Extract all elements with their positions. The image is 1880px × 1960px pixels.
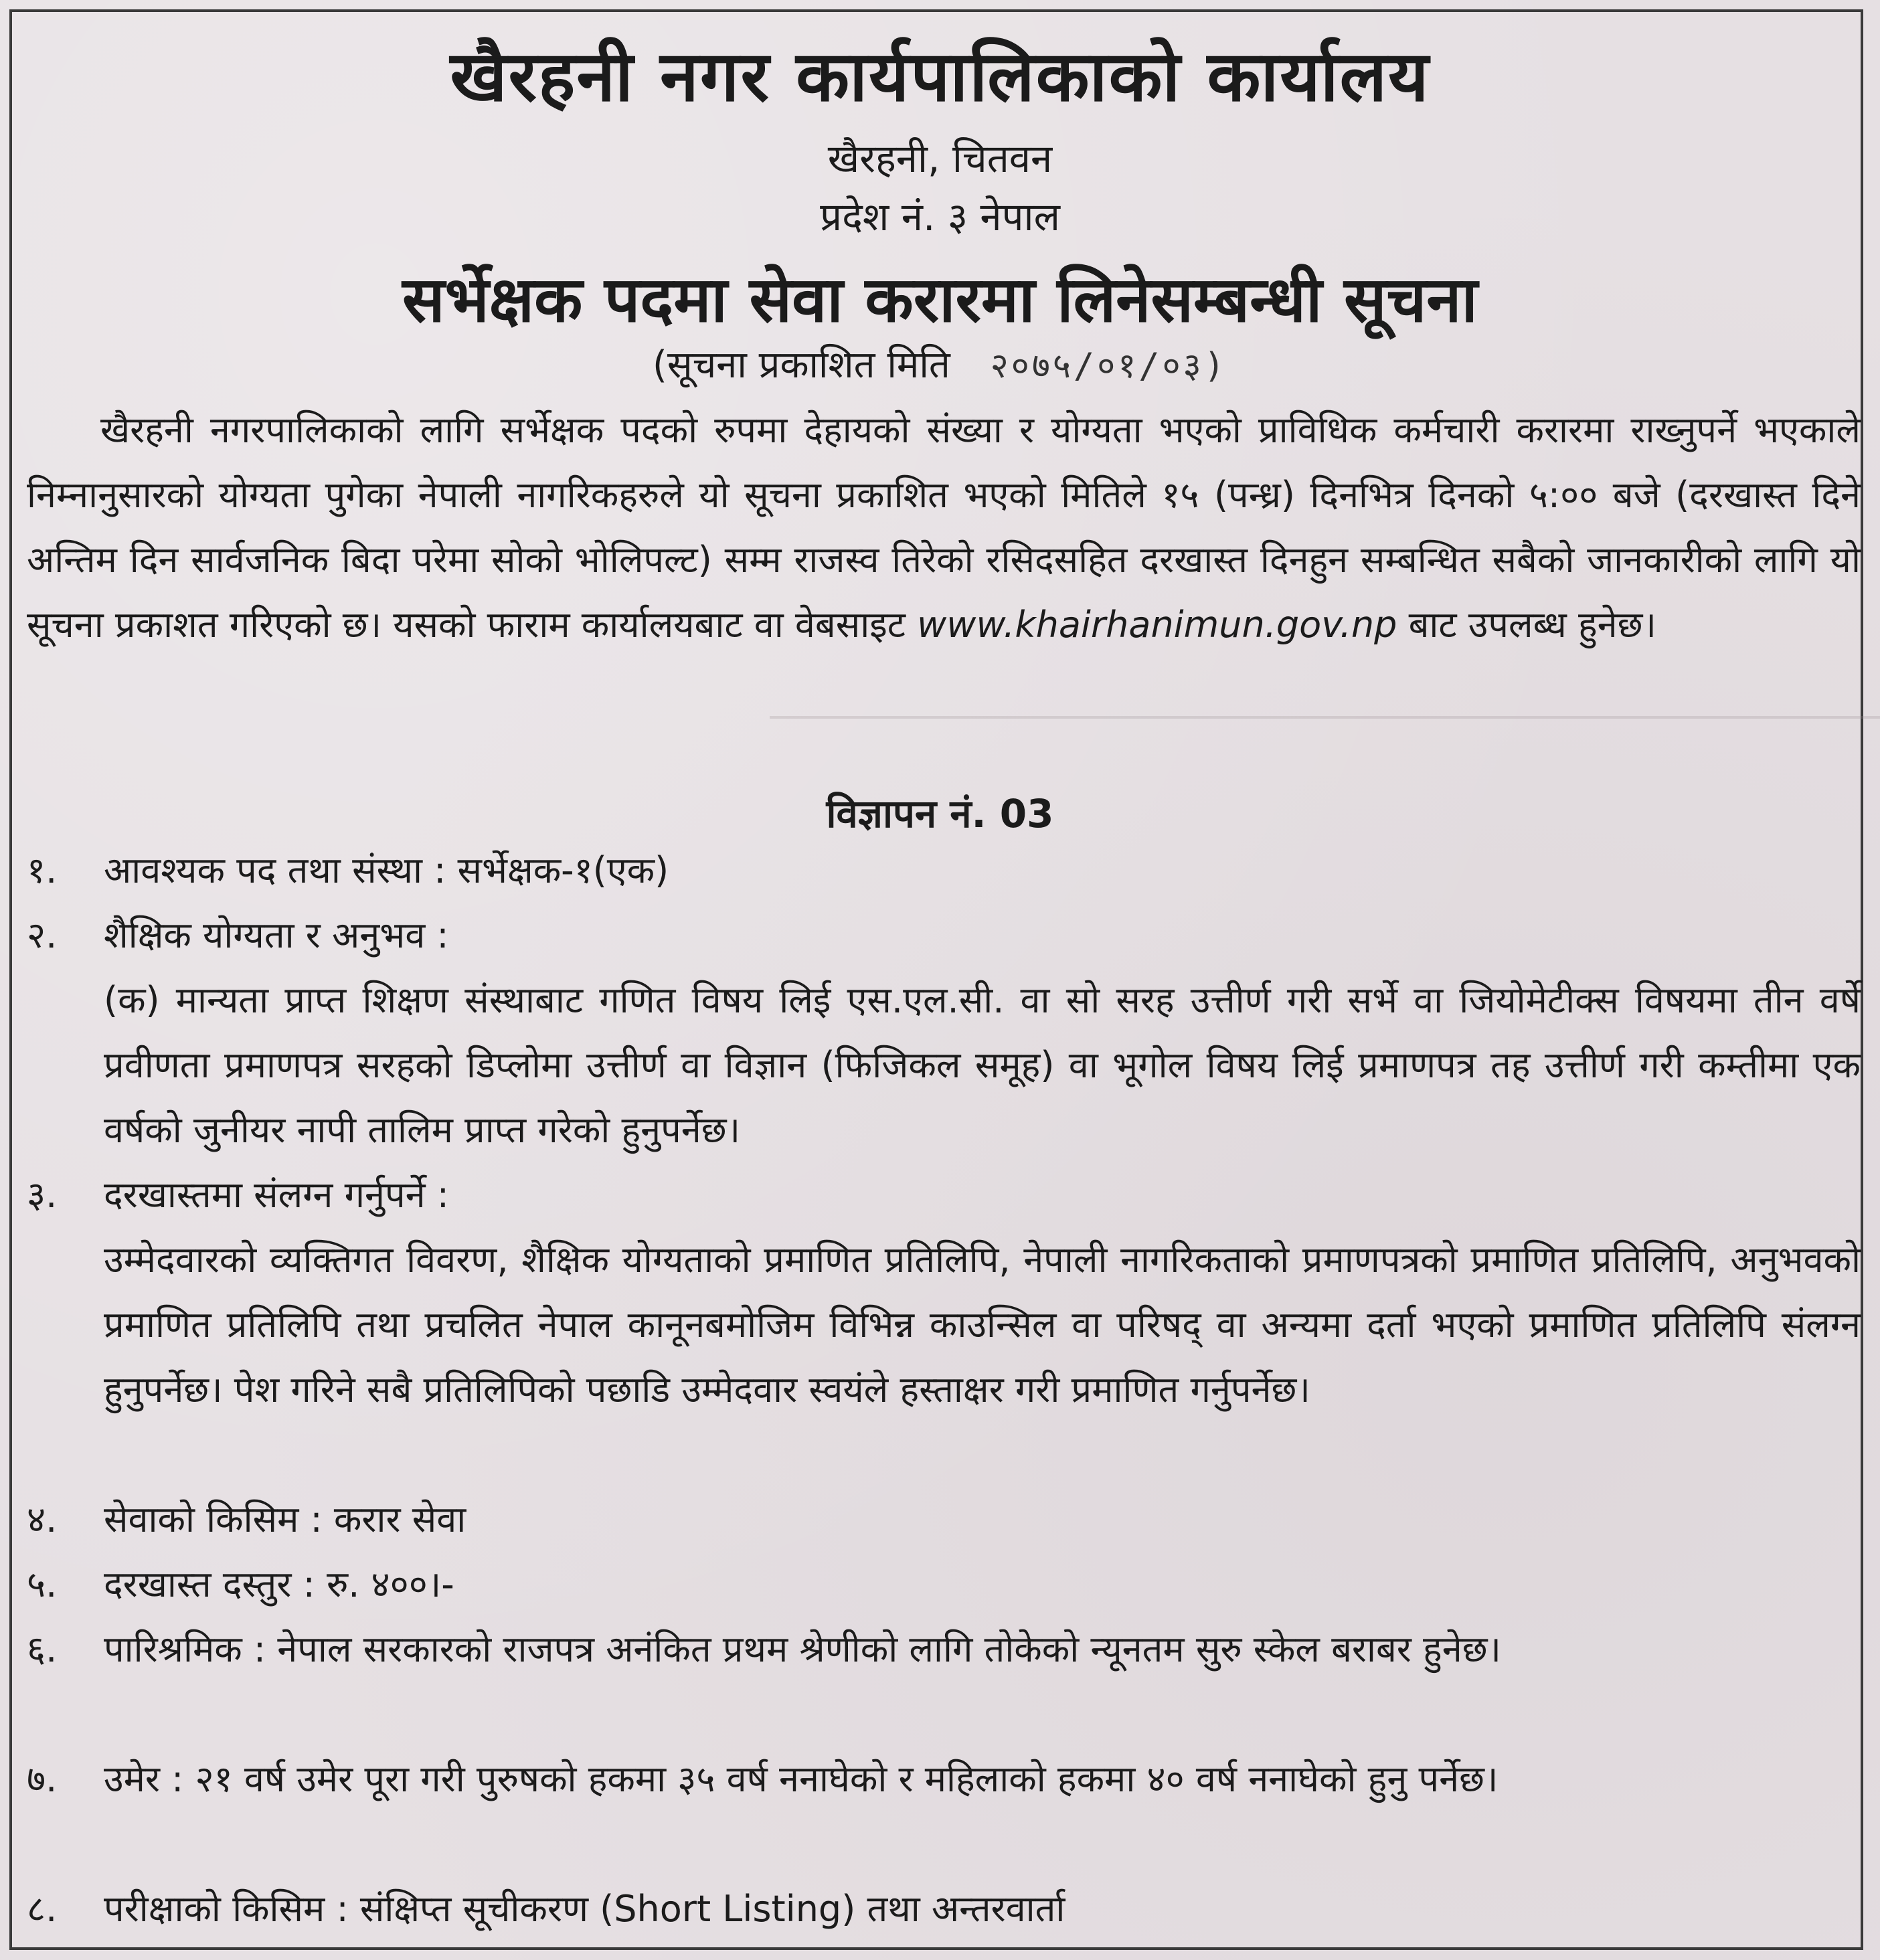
office-province: प्रदेश नं. ३ नेपाल	[820, 194, 1060, 240]
office-location: खैरहनी, चितवन	[827, 136, 1053, 181]
publish-date-value: २०७५/०१/०३)	[990, 346, 1227, 386]
item-number: ८.	[27, 1888, 58, 1930]
item-text: दरखास्तमा संलग्न गर्नुपर्ने :	[104, 1174, 449, 1216]
list-item	[27, 1162, 1861, 1227]
list-item	[27, 1747, 1861, 1811]
item-number: ४.	[27, 1498, 58, 1540]
item-number: ६.	[27, 1628, 58, 1670]
list-item	[27, 1876, 1861, 1941]
advertisement-number: विज्ञापन नं. 03	[826, 791, 1054, 836]
intro-text: खैरहनी नगरपालिकाको लागि सर्भेक्षक पदको रुपमा देहायको संख्या र योग्यता भएको प्राविधिक कर्मचारी करारमा राख्नुपर्ने भएकाले निम्नानुसारको योग्यता पुगेका नेपाली नागरिकहरुले यो सूचना प्रकाशित भएको मितिले १५ (पन्ध्र) दिनभित्र दिनको ५:०० बजे (दरखास्त दिने अन्तिम दिन सार्वजनिक बिदा परेमा सोको भोलिपल्ट) सम्म राजस्व तिरेको रसिदसहित दरखास्त दिनहुन सम्बन्धित सबैको जानकारीको लागि यो सूचना प्रकाशत गरिएको छ। यसको फाराम कार्यालयबाट वा वेबसाइट	[27, 409, 1861, 646]
list-item	[27, 903, 1861, 968]
item-text: उमेर : २१ वर्ष उमेर पूरा गरी पुरुषको हकमा ३५ वर्ष ननाघेको र महिलाको हकमा ४० वर्ष ननाघेको हुनु पर्नेछ।	[104, 1758, 1499, 1800]
item-text: परीक्षाको किसिम : संक्षिप्त सूचीकरण (Short Listing) तथा अन्तरवार्ता	[104, 1888, 1065, 1930]
item-text: आवश्यक पद तथा संस्था : सर्भेक्षक-१(एक)	[104, 849, 669, 891]
notice-title: सर्भेक्षक पदमा सेवा करारमा लिनेसम्बन्धी सूचना	[402, 264, 1478, 337]
item-number: १.	[27, 849, 58, 891]
item-body-qualification: (क) मान्यता प्राप्त शिक्षण संस्थाबाट गणित विषय लिई एस.एल.सी. वा सो सरह उत्तीर्ण गरी सर्भे वा जियोमेटीक्स विषयमा तीन वर्षे प्रवीणता प्रमाणपत्र सरहको डिप्लोमा उत्तीर्ण वा विज्ञान (फिजिकल समूह) वा भूगोल विषय लिई प्रमाणपत्र तह उत्तीर्ण गरी कम्तीमा एक वर्षको जुनीयर नापी तालिम प्राप्त गरेको हुनुपर्नेछ।	[104, 979, 1861, 1151]
item-body-documents: उम्मेदवारको व्यक्तिगत विवरण, शैक्षिक योग्यताको प्रमाणित प्रतिलिपि, नेपाली नागरिकताको प्रमाणपत्रको प्रमाणित प्रतिलिपि, अनुभवको प्रमाणित प्रतिलिपि तथा प्रचलित नेपाल कानूनबमोजिम विभिन्न काउन्सिल वा परिषद् वा अन्यमा दर्ता भएको प्रमाणित प्रतिलिपि संलग्न हुनुपर्नेछ। पेश गरिने सबै प्रतिलिपिको पछाडि उम्मेदवार स्वयंले हस्ताक्षर गरी प्रमाणित गर्नुपर्नेछ।	[104, 1239, 1861, 1411]
intro-tail: बाट उपलब्ध हुनेछ।	[1408, 604, 1656, 646]
list-item	[27, 838, 1861, 903]
list-item	[27, 1617, 1861, 1682]
list-item	[27, 1552, 1861, 1617]
publish-date-line	[0, 338, 1880, 389]
item-number: ७.	[27, 1758, 58, 1800]
item-text: शैक्षिक योग्यता र अनुभव :	[104, 914, 449, 956]
item-number: २.	[27, 914, 58, 956]
item-text: दरखास्त दस्तुर : रु. ४००।-	[104, 1563, 454, 1605]
intro-paragraph	[27, 397, 1861, 657]
paper-fold-line	[770, 716, 1880, 719]
list-item	[27, 1487, 1861, 1552]
item-text: पारिश्रमिक : नेपाल सरकारको राजपत्र अनंकित प्रथम श्रेणीको लागि तोकेको न्यूनतम सुरु स्केल बराबर हुनेछ।	[104, 1628, 1502, 1670]
item-number: ३.	[27, 1174, 58, 1216]
item-number: ५.	[27, 1563, 58, 1605]
office-title: खैरहनी नगर कार्यपालिकाको कार्यालय	[450, 35, 1430, 117]
publish-date-label: (सूचना प्रकाशित मिति	[653, 343, 950, 387]
item-text: सेवाको किसिम : करार सेवा	[104, 1498, 466, 1540]
website-link[interactable]: www.khairhanimun.gov.np	[917, 604, 1397, 646]
